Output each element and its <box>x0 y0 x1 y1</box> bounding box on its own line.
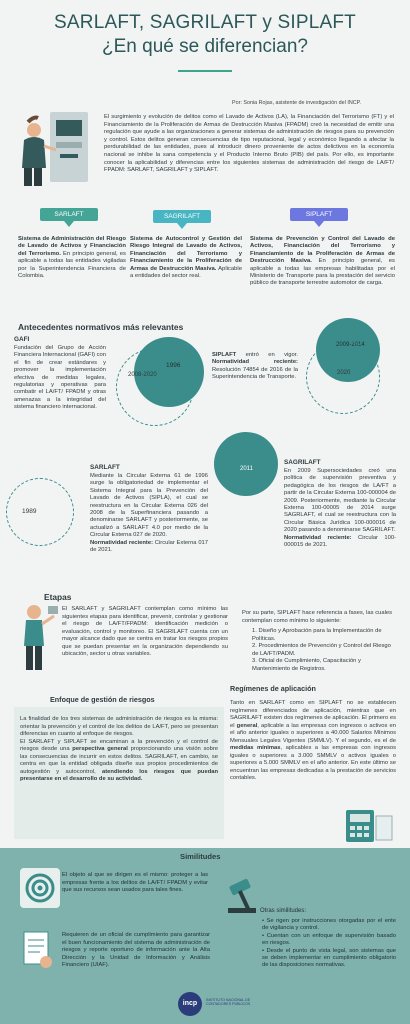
similitud-objeto: El objeto al que se dirigen es el mismo: proteger a las empresas frente a los delitos de LA/FT/ FPADM y evitar que sus recursos sean usados para tales fines. <box>62 872 208 893</box>
gafi-text: Fundación del Grupo de Acción Financiera Internacional (GAFI) con el fin de crear estándares y promover la implementación efectiva de medidas legales, regulatorias y operativas para combatir el LA/FT/ FPADM y otras amenazas a la integridad del sistema financiero internacional. <box>14 345 106 411</box>
enfoque-text: La finalidad de los tres sistemas de administración de riesgos es la misma: orientar la prevención y el control de los delitos de LA/FT, pero se presentan diferencias en cuanto al enfoque de riesgos. El SARLAFT y SIPLAFT se encaminan a la prevención y el control de riesgos desde una perspectiva general proporcionando una visión sobre las consecuencias de incurrir en estos delitos. SAGRILAFT, en cambio, se centra en que la entidad obligada diseñe sus propios procedimientos de autogestión y autocontrol, atendiendo los riesgos que puedan presentarse en el desarrollo de su actividad. <box>20 716 219 782</box>
intro-text: El surgimiento y evolución de delitos como el Lavado de Activos (LA), la Financiación del Terrorismo (FT) y el Financiamiento de la Proliferación de Armas de Destrucción Masiva (FPADM) creó la necesidad de emitir una regulación que ayude a las organizaciones a generar sistemas de administración de riesgos para su prevención y control. Estos delitos generan consecuencias de tipo reputacional, legal y económico llegando a afectar la perdurabilidad de las entidades, pues al introducir dinero proveniente de actos delictivos en la economía nacional se inhibe la sana competencia y el Producto Interno Bruto (PIB) del país. Por ello, es importante conocer la aplicabilidad y diferencias entre los siguientes sistemas de administración del riesgo de LA/FT/ FPADM: SARLAFT, SAGRILAFT y SIPLAFT. <box>104 114 394 174</box>
arrow-sagrilaft <box>177 223 187 229</box>
list-item: • Desde el punto de vista legal, son sistemas que se deben implementar en cumplimiento obligatorio de las disposiciones normativas. <box>262 947 396 969</box>
ring-1989 <box>6 478 74 546</box>
sagrilaft-history-title: SAGRILAFT <box>284 459 321 466</box>
enfoque-heading: Enfoque de gestión de riesgos <box>50 695 155 704</box>
sarlaft-history-text: Mediante la Circular Externa 61 de 1996 surge la obligatoriedad de implementar el Sistema Integral para la Prevención del Lavado de Activos (SIPLA), el cual se reestructura en la Circular Externa 026 del 2008 de la Superfinanciera pasando a denominarse SARLAFT y posteriormente, se actualizó a SARLAFT 4.0 por medio de la Circular Externa 027 de 2020. Normatividad reciente: Circular Externa 017 de 2021. <box>90 473 208 554</box>
gafi-title: GAFI <box>14 336 30 343</box>
phase-item: 3. Oficial de Cumplimiento, Capacitación y Mantenimiento de Registros. <box>252 658 361 672</box>
label-1989: 1989 <box>22 508 37 515</box>
sarlaft-description: Sistema de Administración del Riesgo de Lavado de Activos y Financiación del Terrorismo. En principio general, es aplicable a todas las entidades vigiladas por la Superintendencia Financiera de Colombia. <box>18 236 126 280</box>
list-item: • Se rigen por instrucciones otorgadas por el ente de vigilancia y control. <box>262 918 397 932</box>
arrow-sarlaft <box>64 221 74 227</box>
page-title: SARLAFT, SAGRILAFT y SIPLAFT <box>54 12 356 33</box>
target-icon <box>20 868 60 908</box>
ring-2008 <box>116 348 194 426</box>
otras-similitudes-list <box>262 918 396 970</box>
phase-item: 2. Procedimientos de Prevención y Control del Riesgo de LA/FT/PADM. <box>252 643 391 657</box>
page-subtitle: ¿En qué se diferencian? <box>102 36 308 57</box>
similitud-oficial: Requieren de un oficial de cumplimiento para garantizar el buen funcionamiento del sistema de administración de riesgos y reporte oportuno de información ante la Alta Dirección y la Unidad de Información y Análisis Financiero (UIAF). <box>62 932 210 968</box>
title-divider <box>178 70 232 72</box>
label-1996: 1996 <box>166 362 181 369</box>
phase-item: 1. Diseño y Aprobación para la Implementación de Políticas. <box>252 628 382 642</box>
antecedentes-heading: Antecedentes normativos más relevantes <box>18 322 184 332</box>
calculator-illustration <box>344 808 394 844</box>
label-2009-2014: 2009-2014 <box>336 342 365 348</box>
sagrilaft-description: Sistema de Autocontrol y Gestión del Riesgo Integral de Lavado de Activos, Financiación del Terrorismo y Financiamiento de la Proliferación de Armas de Destrucción Masiva. Aplicable a entidades del sector real. <box>130 236 243 280</box>
label-2008-2020: 2008-2020 <box>128 372 157 378</box>
etapas-right-intro: Por su parte, SIPLAFT hace referencia a fases, las cuales contemplan como mínimo lo siguiente: <box>242 610 392 624</box>
otras-similitudes-title: Otras similitudes: <box>260 908 307 914</box>
regimenes-heading: Regímenes de aplicación <box>230 684 316 693</box>
presenter-illustration <box>12 602 60 672</box>
sagrilaft-history-text: En 2009 Supersociedades creó una política de supervisión preventiva y pedagógica de los riesgos de LA/FT a partir de la Circular Externa 100-000004 de 2009. Posteriormente, mediante la Circular Externa 100-00005 de 2014 surge SAGRLAFT, el cual se reestructura con la Circular Básica Jurídica 100-000016 de 2020 pasando a denominarse SAGRILAFT. Normatividad reciente: Circular 100-000015 de 2021. <box>284 468 396 549</box>
atm-illustration <box>14 106 99 191</box>
label-2020: 2020 <box>337 370 351 376</box>
incp-logo-text: INSTITUTO NACIONAL DE CONTADORES PÚBLICOS <box>206 998 251 1007</box>
circle-2011 <box>214 432 278 496</box>
arrow-siplaft <box>314 221 324 227</box>
label-2011: 2011 <box>240 466 253 472</box>
document-icon <box>14 928 58 972</box>
siplaft-history-text: SIPLAFT entró en vigor. Normatividad reciente: Resolución 74854 de 2016 de la Superintendencia de Transporte. <box>212 352 298 381</box>
siplaft-phases-list <box>252 628 392 673</box>
incp-logo: incp <box>178 992 202 1016</box>
author-line: Por: Sonia Rojas, asistente de investigación del INCP. <box>232 100 362 106</box>
similitudes-heading: Similitudes <box>180 852 221 861</box>
pill-sagrilaft: SAGRILAFT <box>153 210 211 223</box>
pill-sarlaft: SARLAFT <box>40 208 98 221</box>
etapas-heading: Etapas <box>44 592 72 602</box>
regimenes-text: Tanto en SARLAFT como en SIPLAFT no se establecen regímenes diferenciados de aplicación, mientras que en SAGRILAFT existen dos regímenes de aplicación. El primero es el general, aplicable a las empresas con ingresos o activos en el año anterior iguales o superiores a 40.000 Salarios Mínimos Mensuales Legales Vigentes (SMMLV). Y el segundo, es el de medidas mínimas, aplicables a las empresas con ingresos iguales o superiores a 3.000 SMMLV o activos iguales o superiores a 5.000 SMMLV en el año anterior. En este último se encuentran las empresas dedicadas a la prestación de servicios contables. <box>230 700 397 781</box>
siplaft-description: Sistema de Prevención y Control del Lavado de Activos, Financiación del Terrorismo y Financiamiento de la Proliferación de Armas de Destrucción Masiva. En principio general, es aplicable a todas las empresas habilitadas por el Ministerio de Transporte para la prestación del servicio público de transporte terrestre automotor de carga. <box>250 236 396 287</box>
list-item: • Cuentan con un enfoque de supervisión basado en riesgos. <box>262 932 397 947</box>
etapas-left-text: El SARLAFT y SAGRILAFT contemplan como mínimo las siguientes etapas para identificar, prevenir, controlar y gestionar el riesgo de LA/FT/FPADM: identificación medición o evaluación, control y monitoreo. El SAGRILAFT cuenta con un mayor alcance dado que se centra en tratar los riesgos propios que se puedan presentar en la organización dependiendo su ubicación, sector u otras variables. <box>62 606 228 657</box>
pill-siplaft: SIPLAFT <box>290 208 348 221</box>
sarlaft-history-title: SARLAFT <box>90 464 120 471</box>
